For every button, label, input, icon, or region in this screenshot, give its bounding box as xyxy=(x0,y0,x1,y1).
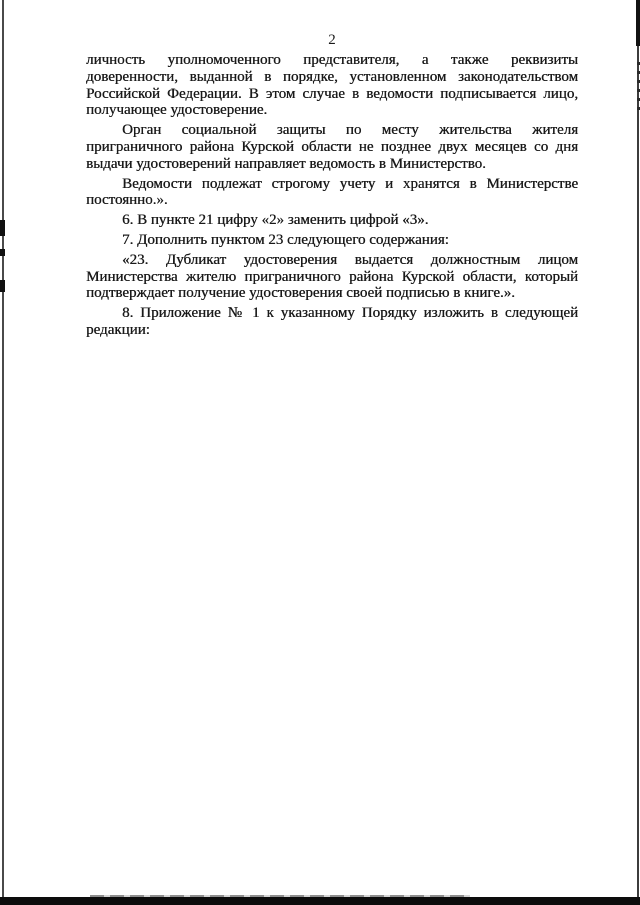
paragraph xyxy=(86,176,578,210)
scan-right-edge-blot xyxy=(636,0,640,46)
paragraph xyxy=(86,232,578,249)
scan-bottom-bar xyxy=(0,897,640,905)
text-line: личность уполномоченного представителя, а также реквизиты xyxy=(86,52,578,68)
scan-left-edge-line xyxy=(2,0,4,905)
text-line: Российской Федерации. В этом случае в ведомости подписывается лицо, xyxy=(86,85,578,102)
document-text xyxy=(86,52,578,339)
text-line: 8. Приложение № 1 к указанному Порядку изложить в следующей xyxy=(122,305,578,322)
paragraph xyxy=(86,52,578,119)
text-line: Орган социальной защиты по месту жительства жителя xyxy=(122,122,578,139)
paragraph xyxy=(86,305,578,339)
text-line: подтверждает получение удостоверения своей подписью в книге.». xyxy=(86,285,515,302)
scan-left-edge-mark xyxy=(0,249,5,256)
text-line: 7. Дополнить пунктом 23 следующего содержания: xyxy=(122,231,449,248)
text-line: «23. Дубликат удостоверения выдается должностным лицом xyxy=(122,251,578,268)
scan-right-edge-line xyxy=(637,0,639,905)
scan-left-edge-mark xyxy=(0,280,5,292)
text-line: постоянно.». xyxy=(86,192,168,209)
text-line: редакции: xyxy=(86,321,150,338)
text-line: приграничного района Курской области не позднее двух месяцев со дня xyxy=(86,138,578,155)
text-line: получающее удостоверение. xyxy=(86,102,268,119)
text-line: 6. В пункте 21 цифру «2» заменить цифрой «3». xyxy=(122,212,429,229)
text-line: выдачи удостоверений направляет ведомость в Министерство. xyxy=(86,155,486,172)
paragraph xyxy=(86,252,578,302)
text-line: доверенности, выданной в порядке, установленном законодательством xyxy=(86,68,578,85)
page-number: 2 xyxy=(328,32,336,48)
paragraph xyxy=(86,212,578,229)
text-line: Министерства жителю приграничного района Курской области, который xyxy=(86,268,578,285)
paragraph xyxy=(86,122,578,172)
text-line: Ведомости подлежат строгому учету и хранятся в Министерстве xyxy=(122,175,578,192)
scan-left-edge-mark xyxy=(0,220,5,236)
